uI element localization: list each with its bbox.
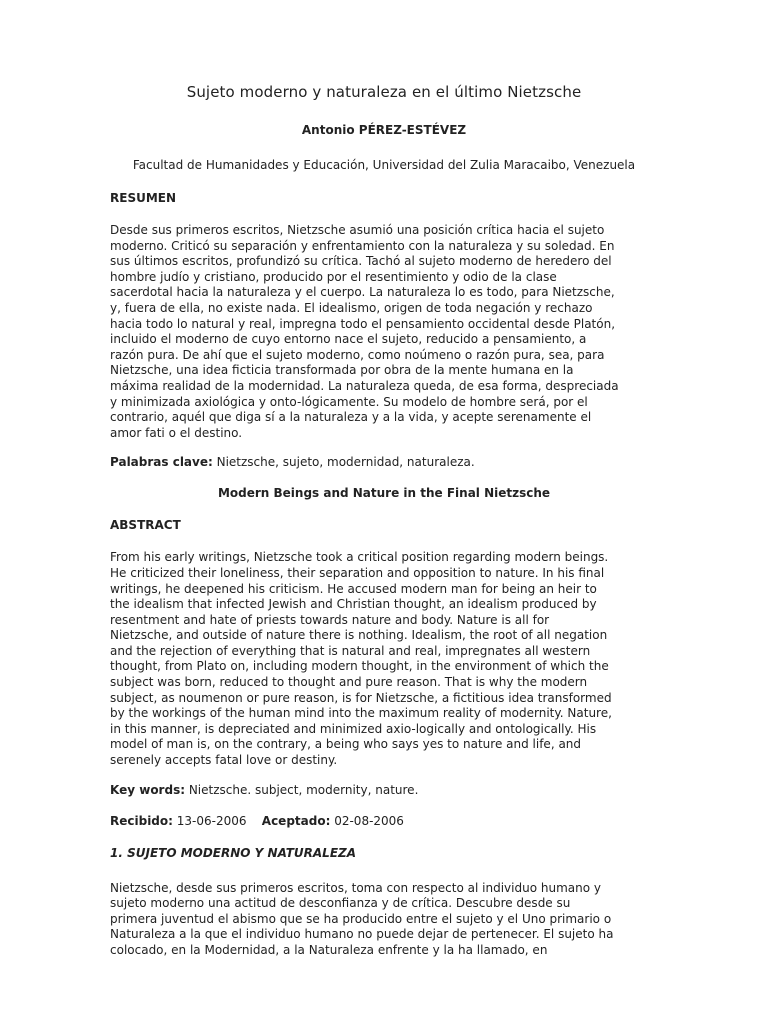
english-title: Modern Beings and Nature in the Final Nietzsche bbox=[217, 486, 551, 501]
section-body bbox=[110, 881, 658, 959]
abstract-line: writings, he deepened his criticism. He accused modern man for being an heir to bbox=[110, 581, 597, 596]
abstract-line: thought, from Plato on, including modern thought, in the environment of which the bbox=[110, 659, 609, 674]
resumen-line: y minimizada axiológica y onto-lógicamente. Su modelo de hombre será, por el bbox=[110, 394, 588, 409]
section-line: colocado, en la Modernidad, a la Naturaleza enfrente y la ha llamado, en bbox=[110, 943, 548, 957]
section-line: primera juventud el abismo que se ha producido entre el sujeto y el Uno primario o bbox=[110, 911, 612, 926]
palabras-clave bbox=[110, 455, 658, 469]
section-line: Naturaleza a la que el individuo humano no puede dejar de pertenecer. El sujeto ha bbox=[110, 927, 614, 942]
abstract-line: Nietzsche, and outside of nature there is nothing. Idealism, the root of all negation bbox=[110, 628, 608, 643]
resumen-line: incluido el moderno de cuyo entorno nace el sujeto, reducido a pensamiento, a bbox=[110, 332, 587, 347]
abstract-line: and the rejection of everything that is natural and real, impregnates all western bbox=[110, 643, 591, 658]
resumen-line: razón pura. De ahí que el sujeto moderno, como noúmeno o razón pura, sea, para bbox=[110, 347, 605, 362]
paper-title: Sujeto moderno y naturaleza en el último Nietzsche bbox=[186, 83, 582, 101]
abstract-line: the idealism that infected Jewish and Christian thought, an idealism produced by bbox=[110, 597, 597, 612]
accepted-label: Aceptado: bbox=[261, 813, 331, 828]
abstract-line: He criticized their loneliness, their separation and opposition to nature. In his final bbox=[110, 565, 605, 580]
accepted-date: 02-08-2006 bbox=[330, 813, 404, 828]
resumen-line: hacia todo lo natural y real, impregna todo el pensamiento occidental desde Platón, bbox=[110, 316, 616, 331]
resumen-line: Desde sus primeros escritos, Nietzsche asumió una posición crítica hacia el sujeto bbox=[110, 223, 605, 237]
resumen-line: contrario, aquél que diga sí a la naturaleza y a la vida, y acepte serenamente el bbox=[110, 410, 592, 425]
abstract-line: by the workings of the human mind into the maximum reality of modernity. Nature, bbox=[110, 706, 612, 721]
key-words-value: Nietzsche. subject, modernity, nature. bbox=[185, 782, 419, 797]
abstract-line: subject was born, reduced to thought and pure reason. That is why the modern bbox=[110, 675, 588, 690]
section-line: sujeto moderno una actitud de desconfianza y de crítica. Descubre desde su bbox=[110, 896, 571, 911]
resumen-line: moderno. Criticó su separación y enfrentamiento con la naturaleza y su soledad. En bbox=[110, 238, 615, 253]
received-label: Recibido: bbox=[110, 813, 173, 828]
section-heading: 1. SUJETO MODERNO Y NATURALEZA bbox=[110, 845, 356, 860]
author-name: Antonio PÉREZ-ESTÉVEZ bbox=[301, 123, 467, 137]
palabras-clave-label: Palabras clave: bbox=[110, 455, 213, 470]
key-words bbox=[110, 783, 658, 797]
resumen-line: Nietzsche, una idea ficticia transformada por obra de la mente humana en la bbox=[110, 363, 574, 378]
resumen-line: máxima realidad de la modernidad. La naturaleza queda, de esa forma, despreciada bbox=[110, 378, 619, 393]
received-date: 13-06-2006 bbox=[172, 813, 247, 828]
section-line: Nietzsche, desde sus primeros escritos, toma con respecto al individuo humano y bbox=[110, 880, 601, 895]
resumen-heading: RESUMEN bbox=[110, 191, 177, 205]
abstract-body bbox=[110, 550, 658, 768]
resumen-body bbox=[110, 223, 658, 441]
resumen-line: sacerdotal hacia la naturaleza y el cuerpo. La naturaleza lo es todo, para Nietzsche, bbox=[110, 285, 615, 300]
abstract-line: resentment and hate of priests towards nature and body. Nature is all for bbox=[110, 612, 550, 627]
abstract-line: in this manner, is depreciated and minimized axio-logically and ontologically. His bbox=[110, 721, 597, 736]
key-words-label: Key words: bbox=[110, 782, 186, 797]
resumen-line: hombre judío y cristiano, producido por el resentimiento y odio de la clase bbox=[110, 269, 557, 284]
palabras-clave-value: Nietzsche, sujeto, modernidad, naturaleza. bbox=[212, 455, 475, 470]
resumen-line: amor fati o el destino. bbox=[110, 425, 243, 440]
submission-dates bbox=[110, 814, 658, 828]
author-affiliation: Facultad de Humanidades y Educación, Universidad del Zulia Maracaibo, Venezuela bbox=[132, 158, 636, 172]
abstract-line: subject, as noumenon or pure reason, is for Nietzsche, a fictitious idea transformed bbox=[110, 690, 612, 705]
abstract-line: serenely accepts fatal love or destiny. bbox=[110, 753, 338, 768]
abstract-line: model of man is, on the contrary, a being who says yes to nature and life, and bbox=[110, 737, 582, 752]
abstract-line: From his early writings, Nietzsche took a critical position regarding modern beings. bbox=[110, 550, 609, 565]
abstract-heading: ABSTRACT bbox=[110, 518, 181, 533]
resumen-line: sus últimos escritos, profundizó su crítica. Tachó al sujeto moderno de heredero del bbox=[110, 254, 612, 269]
resumen-line: y, fuera de ella, no existe nada. El idealismo, origen de toda negación y rechazo bbox=[110, 300, 593, 315]
